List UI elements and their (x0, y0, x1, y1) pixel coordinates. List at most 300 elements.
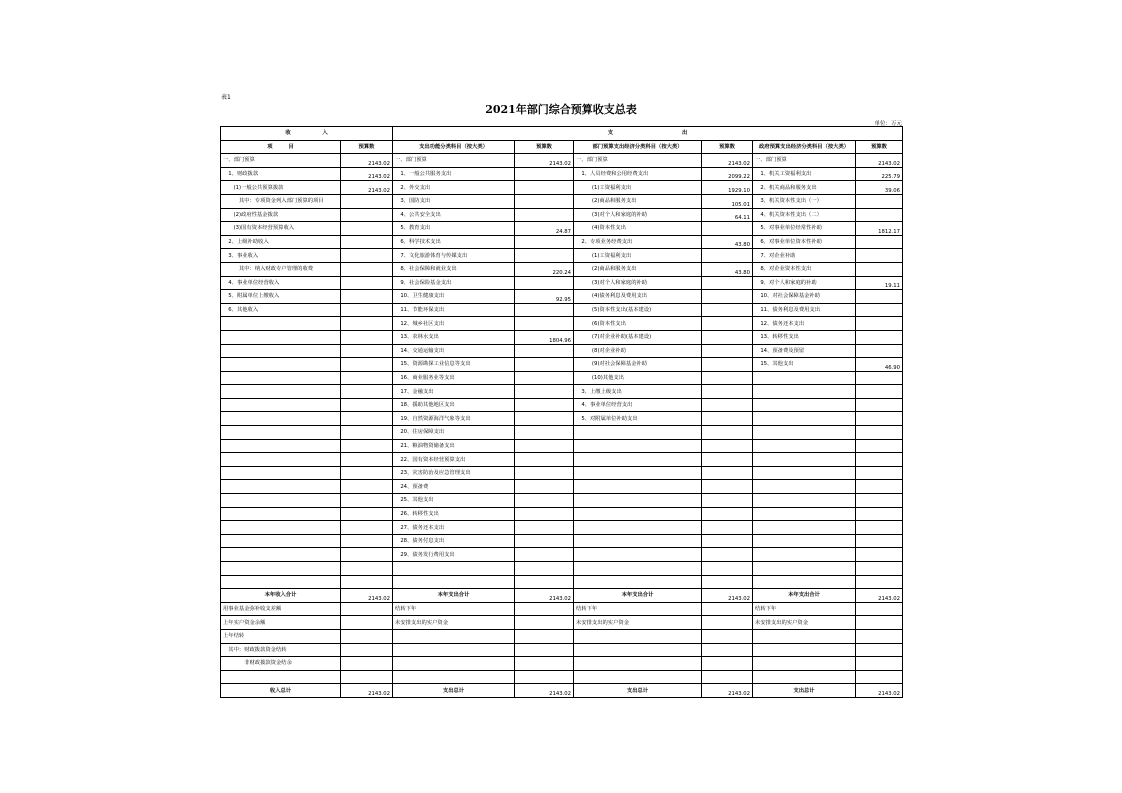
gov-econ-amount-cell (856, 562, 903, 576)
income-amount-cell (341, 453, 393, 467)
table-row (221, 534, 903, 548)
income-item-cell: 用事业基金弥补收支差额 (221, 602, 341, 616)
function-class-item-cell: 22、国有资本经营预算支出 (393, 453, 515, 467)
function-class-item-cell: 26、转移性支出 (393, 507, 515, 521)
gov-econ-item-cell: 13、转移性支出 (753, 330, 856, 344)
gov-econ-item-cell (753, 371, 856, 385)
table-row (221, 412, 903, 426)
gov-econ-amount-cell (856, 670, 903, 684)
income-item-cell (221, 344, 341, 358)
year-expense-total-amount: 2143.02 (702, 589, 753, 603)
gov-econ-amount-cell (856, 330, 903, 344)
gov-econ-amount-cell (856, 602, 903, 616)
item-column-header: 项 目 (221, 140, 341, 154)
dept-econ-amount-cell: 2143.02 (702, 154, 753, 168)
income-amount-cell (341, 507, 393, 521)
dept-econ-item-cell (574, 494, 702, 508)
table-row (221, 657, 903, 671)
function-class-amount-cell (515, 629, 574, 643)
table-row (221, 548, 903, 562)
income-item-cell (221, 466, 341, 480)
function-class-amount-cell (515, 358, 574, 372)
dept-econ-amount-cell (702, 385, 753, 399)
gov-econ-amount-cell (856, 521, 903, 535)
income-amount-cell (341, 303, 393, 317)
table-row (221, 643, 903, 657)
dept-econ-item-cell: 2、专项业务经费支出 (574, 235, 702, 249)
gov-econ-amount-cell (856, 426, 903, 440)
income-item-cell: (1)一般公共预算拨款 (221, 181, 341, 195)
function-class-item-cell: 20、住房保障支出 (393, 426, 515, 440)
income-item-cell: 上年实户资金余额 (221, 616, 341, 630)
income-amount-cell (341, 643, 393, 657)
dept-econ-amount-cell (702, 276, 753, 290)
function-class-item-cell: 27、债务还本支出 (393, 521, 515, 535)
income-item-cell (221, 358, 341, 372)
gov-econ-item-cell (753, 494, 856, 508)
dept-econ-amount-cell (702, 303, 753, 317)
function-class-amount-cell (515, 670, 574, 684)
dept-econ-amount-cell (702, 521, 753, 535)
function-class-amount-cell: 24.87 (515, 222, 574, 236)
function-class-amount-cell (515, 657, 574, 671)
dept-econ-amount-cell (702, 439, 753, 453)
grand-expense-total-label: 支出总计 (753, 684, 856, 698)
dept-econ-amount-cell (702, 480, 753, 494)
function-class-item-cell: 一、部门预算 (393, 154, 515, 168)
dept-econ-amount-cell (702, 398, 753, 412)
gov-econ-item-cell (753, 453, 856, 467)
income-item-cell: 3、事业收入 (221, 249, 341, 263)
gov-econ-item-cell: 8、对企业资本性支出 (753, 262, 856, 276)
income-item-cell (221, 562, 341, 576)
function-class-amount-cell (515, 317, 574, 331)
function-class-item-cell: 2、外交支出 (393, 181, 515, 195)
function-class-item-cell: 9、社会保险基金支出 (393, 276, 515, 290)
function-class-item-cell: 24、预备费 (393, 480, 515, 494)
dept-econ-item-cell: 5、对附属单位补助支出 (574, 412, 702, 426)
amount-column-header: 预算数 (702, 140, 753, 154)
function-class-amount-cell (515, 303, 574, 317)
income-amount-cell (341, 358, 393, 372)
gov-econ-item-cell (753, 521, 856, 535)
function-class-amount-cell (515, 480, 574, 494)
function-class-amount-cell (515, 548, 574, 562)
function-class-item-cell: 7、文化旅游体育与传媒支出 (393, 249, 515, 263)
gov-econ-item-cell (753, 385, 856, 399)
gov-econ-amount-cell (856, 303, 903, 317)
dept-econ-amount-cell (702, 616, 753, 630)
dept-econ-item-cell (574, 439, 702, 453)
function-class-item-cell (393, 562, 515, 576)
gov-econ-item-cell (753, 562, 856, 576)
income-amount-cell (341, 330, 393, 344)
gov-econ-amount-cell (856, 629, 903, 643)
income-amount-cell (341, 398, 393, 412)
dept-econ-amount-cell: 64.11 (702, 208, 753, 222)
page-title: 2021年部门综合预算收支总表 (485, 103, 637, 116)
income-amount-cell (341, 480, 393, 494)
function-class-item-cell (393, 670, 515, 684)
year-expense-total-label: 本年支出合计 (753, 589, 856, 603)
gov-econ-amount-cell (856, 317, 903, 331)
gov-econ-item-cell: 9、对个人和家庭的补助 (753, 276, 856, 290)
income-item-cell (221, 453, 341, 467)
function-class-item-cell (393, 657, 515, 671)
function-class-item-cell: 28、债务付息支出 (393, 534, 515, 548)
table-row (221, 303, 903, 317)
income-item-cell (221, 494, 341, 508)
dept-econ-item-cell (574, 643, 702, 657)
gov-econ-amount-cell (856, 466, 903, 480)
function-class-amount-cell (515, 507, 574, 521)
gov-econ-amount-cell (856, 262, 903, 276)
table-row (221, 249, 903, 263)
function-class-item-cell: 8、社会保障和就业支出 (393, 262, 515, 276)
income-amount-cell (341, 575, 393, 589)
function-class-item-cell: 结转下年 (393, 602, 515, 616)
gov-econ-amount-cell (856, 208, 903, 222)
income-item-cell: 2、上级补助收入 (221, 235, 341, 249)
table-row (221, 670, 903, 684)
dept-econ-item-cell (574, 562, 702, 576)
income-item-cell: 4、事业单位经营收入 (221, 276, 341, 290)
function-class-item-cell: 29、债务发行费用支出 (393, 548, 515, 562)
function-class-item-cell: 4、公共安全支出 (393, 208, 515, 222)
table-row (221, 575, 903, 589)
year-expense-total-amount: 2143.02 (515, 589, 574, 603)
table-row (221, 330, 903, 344)
year-total-row (221, 589, 903, 603)
function-class-amount-cell (515, 534, 574, 548)
income-amount-cell (341, 249, 393, 263)
table-row (221, 562, 903, 576)
table-row (221, 344, 903, 358)
dept-econ-item-cell (574, 453, 702, 467)
dept-econ-amount-cell (702, 534, 753, 548)
income-item-cell (221, 385, 341, 399)
dept-econ-amount-cell (702, 562, 753, 576)
function-class-item-cell: 23、灾害防治及应急管理支出 (393, 466, 515, 480)
function-class-item-cell: 21、粮油物资储备支出 (393, 439, 515, 453)
dept-econ-item-cell: 3、上缴上级支出 (574, 385, 702, 399)
gov-econ-amount-cell (856, 290, 903, 304)
gov-econ-amount-cell (856, 494, 903, 508)
grand-expense-total-label: 支出总计 (574, 684, 702, 698)
table-row (221, 167, 903, 181)
dept-econ-item-cell: (2)商品和服务支出 (574, 262, 702, 276)
function-class-amount-cell: 2143.02 (515, 154, 574, 168)
table-row (221, 507, 903, 521)
function-class-item-cell (393, 575, 515, 589)
dept-econ-amount-cell (702, 453, 753, 467)
function-class-item-cell (393, 629, 515, 643)
function-class-item-cell: 11、节能环保支出 (393, 303, 515, 317)
year-income-total-label: 本年收入合计 (221, 589, 341, 603)
dept-econ-item-cell: (4)资本性支出 (574, 222, 702, 236)
income-amount-cell (341, 602, 393, 616)
dept-econ-item-cell (574, 629, 702, 643)
income-amount-cell (341, 426, 393, 440)
dept-econ-amount-cell (702, 358, 753, 372)
table-row (221, 290, 903, 304)
gov-econ-amount-cell (856, 385, 903, 399)
income-amount-cell (341, 670, 393, 684)
gov-econ-amount-cell (856, 249, 903, 263)
function-class-item-cell: 25、其他支出 (393, 494, 515, 508)
income-item-cell: (3)国有资本经营预算收入 (221, 222, 341, 236)
amount-column-header: 预算数 (856, 140, 903, 154)
dept-econ-item-cell: (1)工资福利支出 (574, 249, 702, 263)
income-amount-cell (341, 534, 393, 548)
table-row (221, 317, 903, 331)
dept-econ-amount-cell (702, 344, 753, 358)
function-class-amount-cell (515, 562, 574, 576)
table-row (221, 276, 903, 290)
gov-econ-amount-cell (856, 371, 903, 385)
function-class-item-cell: 未安排支出的实户资金 (393, 616, 515, 630)
gov-econ-amount-cell: 46.90 (856, 358, 903, 372)
table-row (221, 235, 903, 249)
table-row (221, 208, 903, 222)
dept-econ-item-cell: (7)对企业补助(基本建设) (574, 330, 702, 344)
income-amount-cell (341, 385, 393, 399)
table-row (221, 521, 903, 535)
income-amount-cell (341, 521, 393, 535)
gov-econ-amount-cell (856, 575, 903, 589)
amount-column-header: 预算数 (341, 140, 393, 154)
function-class-item-cell: 16、商业服务业等支出 (393, 371, 515, 385)
dept-econ-amount-cell (702, 330, 753, 344)
dept-econ-item-cell (574, 534, 702, 548)
gov-econ-item-cell (753, 412, 856, 426)
income-amount-cell (341, 466, 393, 480)
dept-econ-item-cell: 结转下年 (574, 602, 702, 616)
year-expense-total-label: 本年支出合计 (574, 589, 702, 603)
budget-summary-table (220, 126, 903, 698)
function-class-amount-cell: 1804.96 (515, 330, 574, 344)
income-amount-cell (341, 371, 393, 385)
dept-econ-amount-cell (702, 317, 753, 331)
income-item-cell (221, 426, 341, 440)
dept-econ-amount-cell (702, 629, 753, 643)
gov-econ-amount-cell (856, 643, 903, 657)
table-row (221, 439, 903, 453)
income-amount-cell (341, 222, 393, 236)
income-item-cell (221, 507, 341, 521)
income-amount-cell (341, 317, 393, 331)
dept-econ-amount-cell (702, 249, 753, 263)
function-class-amount-cell (515, 494, 574, 508)
gov-econ-amount-cell (856, 657, 903, 671)
function-class-item-cell: 12、城乡社区支出 (393, 317, 515, 331)
table-row (221, 154, 903, 168)
dept-econ-amount-cell (702, 602, 753, 616)
gov-econ-amount-cell (856, 344, 903, 358)
dept-econ-item-cell: (6)资本性支出 (574, 317, 702, 331)
gov-econ-item-cell (753, 575, 856, 589)
dept-econ-amount-cell: 43.80 (702, 235, 753, 249)
function-class-amount-cell (515, 385, 574, 399)
table-row (221, 385, 903, 399)
dept-econ-amount-cell: 1929.10 (702, 181, 753, 195)
gov-econ-amount-cell (856, 439, 903, 453)
gov-econ-item-cell: 一、部门预算 (753, 154, 856, 168)
gov-econ-item-cell: 14、预备费及预留 (753, 344, 856, 358)
income-item-cell: 1、财政拨款 (221, 167, 341, 181)
dept-econ-amount-cell (702, 507, 753, 521)
gov-econ-item-cell (753, 480, 856, 494)
dept-econ-amount-cell (702, 222, 753, 236)
income-amount-cell (341, 494, 393, 508)
grand-expense-total-label: 支出总计 (393, 684, 515, 698)
dept-econ-item-cell (574, 575, 702, 589)
function-class-amount-cell (515, 439, 574, 453)
income-item-cell: 其中：纳入财政专户管理的收费 (221, 262, 341, 276)
income-item-cell: 上年结转 (221, 629, 341, 643)
function-class-item-cell: 19、自然资源海洋气象等支出 (393, 412, 515, 426)
gov-econ-item-cell: 未安排支出的实户资金 (753, 616, 856, 630)
income-item-cell (221, 412, 341, 426)
unit-label: 单位：万元 (874, 121, 902, 127)
grand-total-row (221, 684, 903, 698)
income-item-cell: (2)政府性基金拨款 (221, 208, 341, 222)
function-class-amount-cell (515, 344, 574, 358)
function-class-amount-cell (515, 602, 574, 616)
dept-econ-item-cell: 1、人员经费和公用经费支出 (574, 167, 702, 181)
income-item-cell (221, 548, 341, 562)
gov-econ-amount-cell: 2143.02 (856, 154, 903, 168)
income-amount-cell (341, 194, 393, 208)
gov-econ-amount-cell (856, 534, 903, 548)
gov-econ-item-cell: 12、债务还本支出 (753, 317, 856, 331)
function-class-amount-cell (515, 575, 574, 589)
income-amount-cell (341, 262, 393, 276)
income-amount-cell (341, 208, 393, 222)
dept-econ-amount-cell (702, 371, 753, 385)
gov-econ-amount-cell (856, 548, 903, 562)
table-row (221, 453, 903, 467)
income-amount-cell (341, 616, 393, 630)
function-class-amount-cell (515, 194, 574, 208)
dept-econ-item-cell (574, 507, 702, 521)
function-class-item-cell: 17、金融支出 (393, 385, 515, 399)
gov-econ-class-column-header: 政府预算支出经济分类科目（按大类） (753, 140, 856, 154)
table-row (221, 262, 903, 276)
expense-section-header: 支 出 (393, 127, 903, 141)
gov-econ-item-cell (753, 548, 856, 562)
grand-expense-total-amount: 2143.02 (702, 684, 753, 698)
income-amount-cell (341, 344, 393, 358)
function-class-amount-cell: 220.24 (515, 262, 574, 276)
table-row (221, 494, 903, 508)
function-class-amount-cell (515, 412, 574, 426)
income-item-cell (221, 371, 341, 385)
income-amount-cell (341, 562, 393, 576)
function-class-amount-cell (515, 371, 574, 385)
function-class-column-header: 支出功能分类科目（按大类） (393, 140, 515, 154)
table-row (221, 616, 903, 630)
function-class-amount-cell (515, 643, 574, 657)
dept-econ-amount-cell (702, 670, 753, 684)
table-row (221, 358, 903, 372)
income-item-cell: 5、附属单位上缴收入 (221, 290, 341, 304)
gov-econ-item-cell (753, 643, 856, 657)
gov-econ-item-cell (753, 398, 856, 412)
income-item-cell (221, 330, 341, 344)
function-class-item-cell: 6、科学技术支出 (393, 235, 515, 249)
dept-econ-amount-cell (702, 426, 753, 440)
dept-econ-item-cell (574, 521, 702, 535)
grand-expense-total-amount: 2143.02 (515, 684, 574, 698)
income-amount-cell (341, 629, 393, 643)
dept-econ-amount-cell (702, 466, 753, 480)
function-class-amount-cell (515, 208, 574, 222)
income-item-cell (221, 398, 341, 412)
income-item-cell: 6、其他收入 (221, 303, 341, 317)
dept-econ-amount-cell (702, 412, 753, 426)
income-amount-cell (341, 657, 393, 671)
dept-econ-item-cell (574, 657, 702, 671)
dept-econ-item-cell (574, 670, 702, 684)
year-expense-total-amount: 2143.02 (856, 589, 903, 603)
table-row (221, 466, 903, 480)
dept-econ-amount-cell (702, 290, 753, 304)
function-class-amount-cell (515, 249, 574, 263)
gov-econ-item-cell (753, 426, 856, 440)
dept-econ-item-cell: (5)资本性支出(基本建设) (574, 303, 702, 317)
dept-econ-amount-cell: 2099.22 (702, 167, 753, 181)
dept-econ-amount-cell (702, 643, 753, 657)
header-row-sections (221, 127, 903, 141)
table-row (221, 602, 903, 616)
gov-econ-item-cell: 1、机关工资福利支出 (753, 167, 856, 181)
function-class-item-cell: 1、一般公共服务支出 (393, 167, 515, 181)
grand-income-total-label: 收入总计 (221, 684, 341, 698)
income-item-cell (221, 439, 341, 453)
function-class-amount-cell (515, 466, 574, 480)
dept-econ-amount-cell: 105.01 (702, 194, 753, 208)
income-item-cell (221, 480, 341, 494)
income-amount-cell (341, 412, 393, 426)
function-class-item-cell: 10、卫生健康支出 (393, 290, 515, 304)
gov-econ-amount-cell (856, 480, 903, 494)
income-item-cell: 一、部门预算 (221, 154, 341, 168)
income-amount-cell (341, 548, 393, 562)
gov-econ-item-cell (753, 507, 856, 521)
function-class-amount-cell (515, 167, 574, 181)
table-row (221, 371, 903, 385)
table-row (221, 222, 903, 236)
gov-econ-item-cell: 4、机关资本性支出（二） (753, 208, 856, 222)
gov-econ-item-cell: 结转下年 (753, 602, 856, 616)
income-item-cell: 其中：专项资金列入部门预算的项目 (221, 194, 341, 208)
dept-econ-item-cell (574, 466, 702, 480)
income-amount-cell: 2143.02 (341, 181, 393, 195)
dept-econ-item-cell (574, 548, 702, 562)
function-class-amount-cell (515, 521, 574, 535)
header-row-columns (221, 140, 903, 154)
gov-econ-amount-cell (856, 235, 903, 249)
gov-econ-item-cell: 15、其他支出 (753, 358, 856, 372)
dept-econ-amount-cell (702, 548, 753, 562)
gov-econ-amount-cell (856, 194, 903, 208)
gov-econ-item-cell: 3、机关资本性支出（一） (753, 194, 856, 208)
gov-econ-item-cell: 11、债务利息及费用支出 (753, 303, 856, 317)
function-class-item-cell: 14、交通运输支出 (393, 344, 515, 358)
gov-econ-item-cell: 6、对事业单位资本性补助 (753, 235, 856, 249)
gov-econ-item-cell (753, 534, 856, 548)
